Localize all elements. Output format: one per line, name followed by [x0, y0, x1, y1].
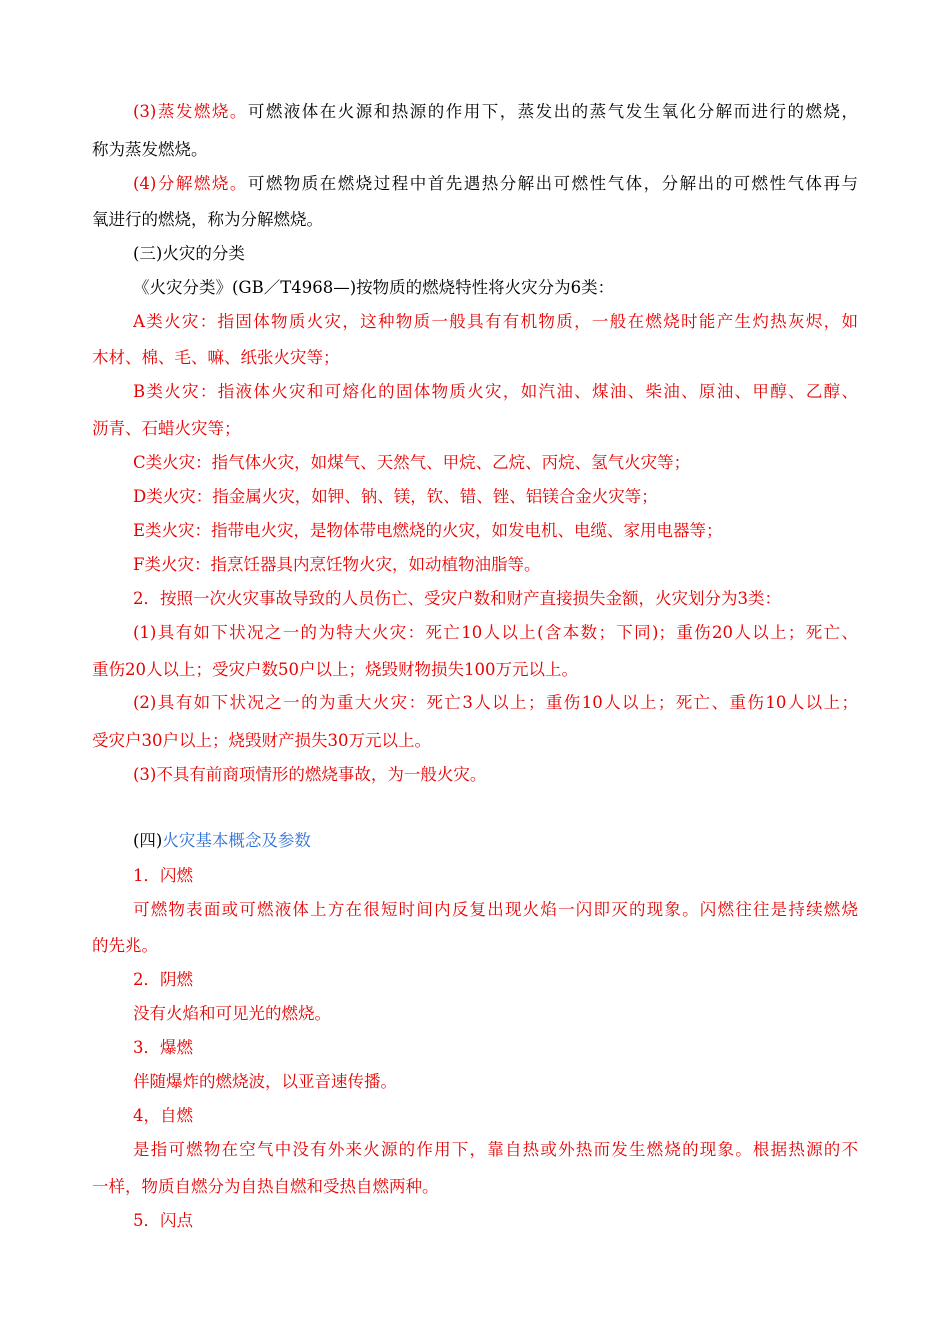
- class-a-line1: A类火灾：指固体物质火灾，这种物质一般具有有机物质，一般在燃烧时能产生灼热灰烬，如: [133, 312, 858, 331]
- concept-2-heading: 2．阴燃: [133, 970, 193, 989]
- section4-prefix: (四): [133, 831, 163, 850]
- evaporation-term: 蒸发燃烧。: [156, 102, 248, 121]
- concept-4-line1: 是指可燃物在空气中没有外来火源的作用下，靠自热或外热而发生燃烧的现象。根据热源的不: [133, 1140, 858, 1159]
- severity-2-line2: 受灾户30户以上；烧毁财产损失30万元以上。: [92, 731, 431, 750]
- section4-title: 火灾基本概念及参数: [162, 831, 311, 850]
- section4-heading: [133, 829, 311, 853]
- severity-1-line1: (1)具有如下状况之一的为特大火灾：死亡10人以上(含本数；下同)；重伤20人以上；死亡、: [133, 623, 858, 642]
- concept-1-line1: 可燃物表面或可燃液体上方在很短时间内反复出现火焰一闪即灭的现象。闪燃往往是持续燃烧: [133, 900, 858, 919]
- concept-3-line1: 伴随爆炸的燃烧波，以亚音速传播。: [133, 1072, 397, 1091]
- concept-5-heading: 5．闪点: [133, 1211, 193, 1230]
- evaporation-definition: 可燃液体在火源和热源的作用下，蒸发出的蒸气发生氧化分解而进行的燃烧，: [247, 102, 859, 121]
- concept-4-line2: 一样，物质自燃分为自热自燃和受热自燃两种。: [92, 1177, 439, 1196]
- decomposition-prefix: (4): [133, 174, 157, 193]
- class-b-line1: B类火灾：指液体火灾和可熔化的固体物质火灾，如汽油、煤油、柴油、原油、甲醇、乙醇、: [133, 382, 858, 401]
- concept-3-heading: 3．爆燃: [133, 1038, 193, 1057]
- fire-classification-standard: 《火灾分类》(GB／T4968—)按物质的燃烧特性将火灾分为6类：: [133, 278, 615, 297]
- decomposition-term: 分解燃烧。: [156, 174, 248, 193]
- section3-heading: (三)火灾的分类: [133, 244, 245, 263]
- evaporation-combustion-line1: [133, 100, 858, 124]
- concept-2-line1: 没有火焰和可见光的燃烧。: [133, 1004, 331, 1023]
- concept-1-line2: 的先兆。: [92, 936, 158, 955]
- severity-classification-intro: 2．按照一次火灾事故导致的人员伤亡、受灾户数和财产直接损失金额，火灾划分为3类：: [133, 589, 781, 608]
- concept-1-heading: 1．闪燃: [133, 866, 193, 885]
- evaporation-combustion-line2: 称为蒸发燃烧。: [92, 140, 208, 159]
- class-e: E类火灾：指带电火灾，是物体带电燃烧的火灾，如发电机、电缆、家用电器等；: [133, 521, 723, 540]
- severity-1-line2: 重伤20人以上；受灾户数50户以上；烧毁财物损失100万元以上。: [92, 660, 578, 679]
- class-b-line2: 沥青、石蜡火灾等；: [92, 419, 241, 438]
- evaporation-prefix: (3): [133, 102, 157, 121]
- severity-2-line1: (2)具有如下状况之一的为重大火灾：死亡3人以上；重伤10人以上；死亡、重伤10人以上；: [133, 693, 858, 712]
- severity-3: (3)不具有前商项情形的燃烧事故，为一般火灾。: [133, 765, 487, 784]
- concept-4-heading: 4，自燃: [133, 1106, 193, 1125]
- decomposition-combustion-line1: [133, 172, 858, 196]
- class-f: F类火灾：指烹饪器具内烹饪物火灾，如动植物油脂等。: [133, 555, 541, 574]
- class-c: C类火灾：指气体火灾，如煤气、天然气、甲烷、乙烷、丙烷、氢气火灾等；: [133, 453, 691, 472]
- decomposition-definition: 可燃物质在燃烧过程中首先遇热分解出可燃性气体，分解出的可燃性气体再与: [247, 174, 859, 193]
- class-a-line2: 木材、棉、毛、嘛、纸张火灾等；: [92, 348, 340, 367]
- class-d: D类火灾：指金属火灾，如钾、钠、镁，钦、错、锉、铝镁合金火灾等；: [133, 487, 658, 506]
- decomposition-combustion-line2: 氧进行的燃烧，称为分解燃烧。: [92, 210, 323, 229]
